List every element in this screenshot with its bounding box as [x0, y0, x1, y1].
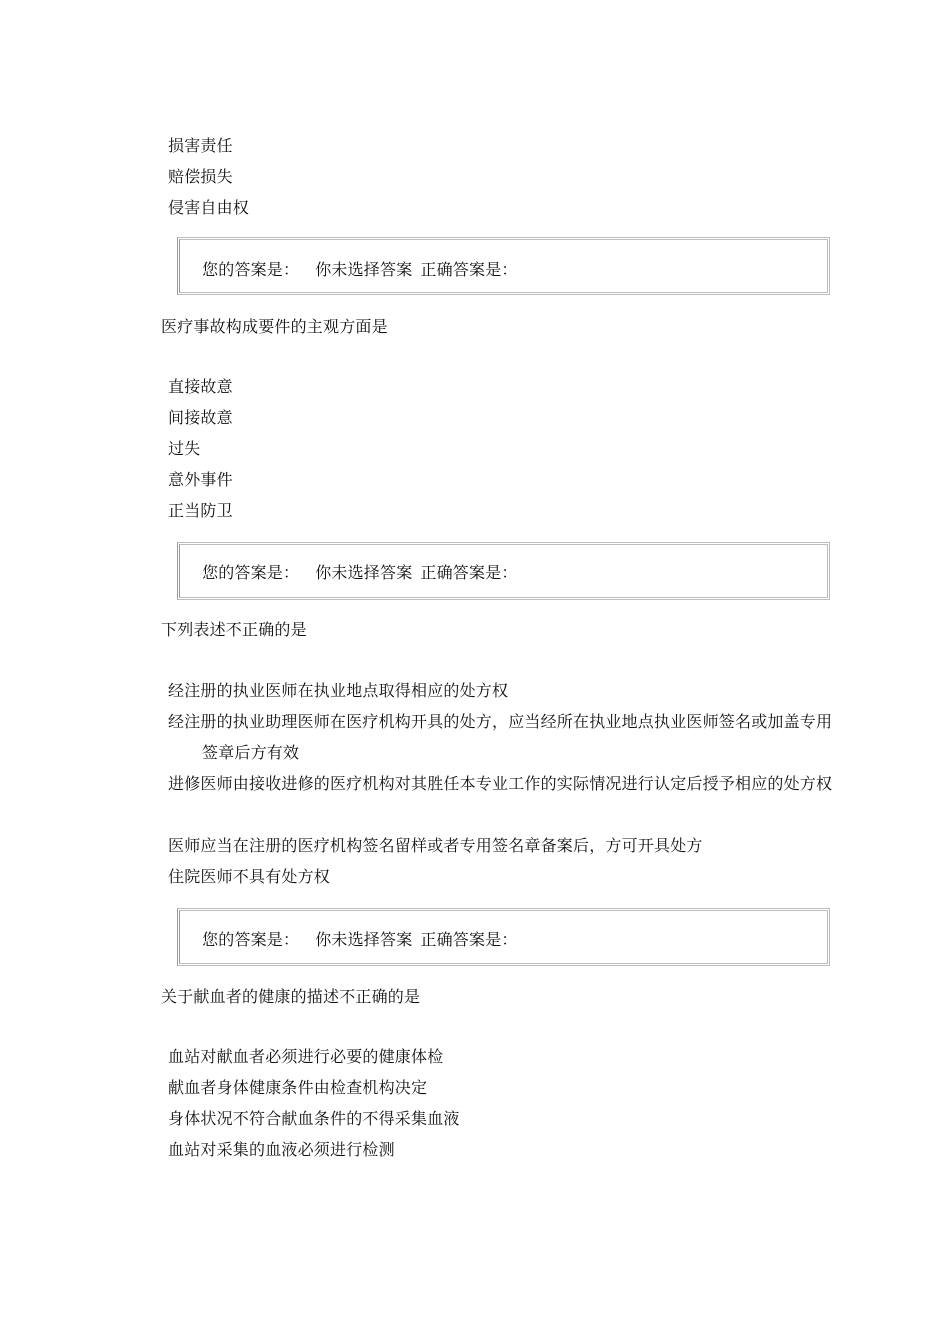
- question-text: 下列表述不正确的是: [161, 620, 307, 639]
- option-item[interactable]: 意外事件: [168, 470, 233, 489]
- correct-answer-label: 正确答案是：: [420, 563, 518, 582]
- option-item[interactable]: 直接故意: [168, 377, 233, 396]
- option-item[interactable]: 经注册的执业助理医师在医疗机构开具的处方，应当经所在执业地点执业医师签名或加盖专用签章后方有效: [168, 712, 833, 762]
- question-text: 医疗事故构成要件的主观方面是: [161, 317, 388, 336]
- option-item[interactable]: 身体状况不符合献血条件的不得采集血液: [168, 1109, 460, 1128]
- option-item[interactable]: 过失: [168, 439, 201, 458]
- option-item[interactable]: 医师应当在注册的医疗机构签名留样或者专用签名章备案后，方可开具处方: [168, 836, 703, 855]
- option-item[interactable]: 经注册的执业医师在执业地点取得相应的处方权: [168, 681, 509, 700]
- answer-box: [177, 542, 830, 600]
- option-item[interactable]: 间接故意: [168, 408, 233, 427]
- option-item[interactable]: 侵害自由权: [168, 198, 250, 217]
- answer-box: [177, 908, 830, 966]
- your-answer-label: 您的答案是：: [202, 930, 300, 949]
- option-item[interactable]: 献血者身体健康条件由检查机构决定: [168, 1078, 428, 1097]
- your-answer-label: 您的答案是：: [202, 260, 300, 279]
- answer-box: [177, 237, 830, 295]
- option-item[interactable]: 进修医师由接收进修的医疗机构对其胜任本专业工作的实际情况进行认定后授予相应的处方权: [168, 774, 833, 793]
- your-answer-value: 你未选择答案: [315, 563, 413, 582]
- option-item[interactable]: 住院医师不具有处方权: [168, 867, 331, 886]
- your-answer-label: 您的答案是：: [202, 563, 300, 582]
- your-answer-value: 你未选择答案: [315, 260, 413, 279]
- option-item[interactable]: 损害责任: [168, 136, 233, 155]
- option-item[interactable]: 血站对采集的血液必须进行检测: [168, 1140, 395, 1159]
- option-item[interactable]: 正当防卫: [168, 501, 233, 520]
- correct-answer-label: 正确答案是：: [420, 930, 518, 949]
- option-item[interactable]: 血站对献血者必须进行必要的健康体检: [168, 1047, 444, 1066]
- your-answer-value: 你未选择答案: [315, 930, 413, 949]
- correct-answer-label: 正确答案是：: [420, 260, 518, 279]
- option-item[interactable]: 赔偿损失: [168, 167, 233, 186]
- question-text: 关于献血者的健康的描述不正确的是: [161, 987, 421, 1006]
